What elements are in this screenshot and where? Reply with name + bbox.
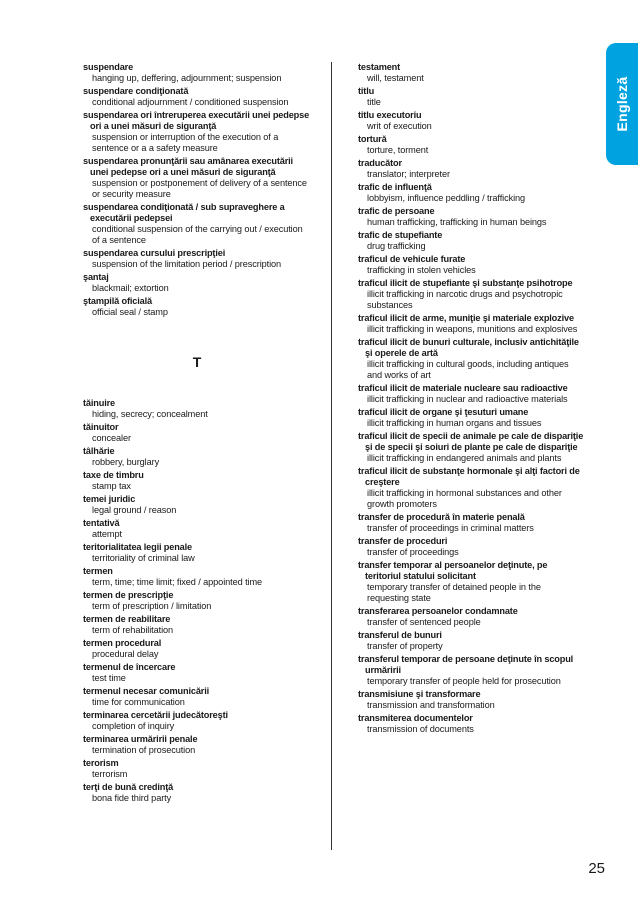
entry-term: testament <box>358 62 401 72</box>
glossary-entry <box>83 710 311 732</box>
glossary-entry <box>83 686 311 708</box>
language-tab <box>606 43 638 165</box>
entry-translation: bona fide third party <box>92 793 172 803</box>
glossary-entry <box>83 614 311 636</box>
entry-translation: drug trafficking <box>367 241 426 251</box>
entry-translation: stamp tax <box>92 481 131 491</box>
entry-term: traficul ilicit de bunuri culturale, inclusiv antichităţile şi operele de artă <box>358 337 579 358</box>
entry-translation: illicit trafficking in human organs and tissues <box>367 418 542 428</box>
glossary-entry <box>358 110 584 132</box>
entry-term: transferarea persoanelor condamnate <box>358 606 518 616</box>
language-tab-label: Engleză <box>614 76 630 132</box>
entry-term: suspendarea cursului prescripţiei <box>83 248 226 258</box>
entry-translation: transmission and transformation <box>367 700 495 710</box>
entry-term: suspendare <box>83 62 134 72</box>
right-entries <box>358 62 584 735</box>
entry-translation: test time <box>92 673 126 683</box>
glossary-entry <box>358 630 584 652</box>
glossary-entry <box>83 422 311 444</box>
glossary-entry <box>358 606 584 628</box>
glossary-right-column <box>358 62 584 737</box>
glossary-entry <box>358 254 584 276</box>
glossary-entry <box>83 470 311 492</box>
entry-term: termenul necesar comunicării <box>83 686 210 696</box>
entry-translation: torture, torment <box>367 145 429 155</box>
glossary-entry <box>83 734 311 756</box>
glossary-entry <box>358 560 584 604</box>
entry-term: transmisiune şi transformare <box>358 689 481 699</box>
entry-term: termenul de încercare <box>83 662 176 672</box>
entry-term: transfer temporar al persoanelor deţinute, pe teritoriul statului solicitant <box>358 560 548 581</box>
entry-translation: robbery, burglary <box>92 457 160 467</box>
glossary-entry <box>83 566 311 588</box>
glossary-left-column <box>83 62 311 806</box>
entry-translation: concealer <box>92 433 131 443</box>
glossary-entry <box>83 590 311 612</box>
entry-translation: transfer of sentenced people <box>367 617 481 627</box>
entry-term: titlu <box>358 86 375 96</box>
entry-translation: will, testament <box>367 73 424 83</box>
glossary-entry <box>358 134 584 156</box>
left-entries-bottom <box>83 398 311 804</box>
glossary-entry <box>83 518 311 540</box>
section-letter-heading: T <box>192 354 202 370</box>
entry-translation: writ of execution <box>367 121 432 131</box>
entry-term: termen de reabilitare <box>83 614 171 624</box>
glossary-entry <box>83 272 311 294</box>
entry-translation: title <box>367 97 381 107</box>
entry-translation: illicit trafficking in cultural goods, including antiques and works of art <box>367 359 569 380</box>
entry-term: traficul ilicit de materiale nucleare sau radioactive <box>358 383 568 393</box>
entry-term: teritorialitatea legii penale <box>83 542 193 552</box>
glossary-entry <box>83 296 311 318</box>
entry-translation: completion of inquiry <box>92 721 175 731</box>
entry-term: traficul ilicit de arme, muniţie şi materiale explozive <box>358 313 574 323</box>
entry-translation: illicit trafficking in nuclear and radioactive materials <box>367 394 568 404</box>
entry-term: terminarea urmăririi penale <box>83 734 198 744</box>
entry-term: tentativă <box>83 518 120 528</box>
entry-translation: legal ground / reason <box>92 505 177 515</box>
glossary-entry <box>358 313 584 335</box>
entry-translation: translator; interpreter <box>367 169 450 179</box>
glossary-entry <box>83 638 311 660</box>
glossary-entry <box>358 512 584 534</box>
entry-term: transmiterea documentelor <box>358 713 473 723</box>
entry-translation: blackmail; extortion <box>92 283 169 293</box>
glossary-entry <box>358 62 584 84</box>
column-divider <box>331 62 332 850</box>
entry-translation: human trafficking, trafficking in human beings <box>367 217 547 227</box>
glossary-entry <box>358 407 584 429</box>
entry-translation: conditional adjournment / conditioned suspension <box>92 97 289 107</box>
entry-term: traficul ilicit de organe şi ţesuturi umane <box>358 407 529 417</box>
entry-term: terorism <box>83 758 119 768</box>
entry-term: tâlhărie <box>83 446 115 456</box>
entry-term: termen de prescripţie <box>83 590 174 600</box>
page-number: 25 <box>588 860 605 877</box>
glossary-entry <box>358 689 584 711</box>
entry-term: suspendarea ori întreruperea executării unei pedepse ori a unei măsuri de siguranţă <box>83 110 310 131</box>
entry-term: titlu executoriu <box>358 110 422 120</box>
entry-translation: transfer of property <box>367 641 443 651</box>
glossary-entry <box>83 62 311 84</box>
entry-translation: temporary transfer of people held for prosecution <box>367 676 561 686</box>
entry-term: taxe de timbru <box>83 470 144 480</box>
entry-translation: territoriality of criminal law <box>92 553 195 563</box>
glossary-entry <box>358 383 584 405</box>
glossary-entry <box>83 662 311 684</box>
entry-translation: term of rehabilitation <box>92 625 174 635</box>
entry-term: termen procedural <box>83 638 162 648</box>
glossary-entry <box>358 206 584 228</box>
glossary-entry <box>83 110 311 154</box>
entry-term: tortură <box>358 134 387 144</box>
entry-translation: temporary transfer of detained people in the requesting state <box>367 582 541 603</box>
glossary-entry <box>83 494 311 516</box>
entry-term: şantaj <box>83 272 109 282</box>
entry-term: transfer de proceduri <box>358 536 448 546</box>
entry-translation: attempt <box>92 529 122 539</box>
left-entries-top <box>83 62 311 318</box>
glossary-entry <box>83 156 311 200</box>
entry-translation: lobbyism, influence peddling / trafficking <box>367 193 526 203</box>
glossary-entry <box>83 202 311 246</box>
entry-translation: term, time; time limit; fixed / appointed time <box>92 577 263 587</box>
entry-term: suspendare condiţionată <box>83 86 189 96</box>
entry-translation: trafficking in stolen vehicles <box>367 265 476 275</box>
glossary-entry <box>358 713 584 735</box>
entry-term: temei juridic <box>83 494 136 504</box>
entry-translation: term of prescription / limitation <box>92 601 212 611</box>
entry-term: tăinuitor <box>83 422 119 432</box>
entry-translation: transmission of documents <box>367 724 474 734</box>
entry-term: termen <box>83 566 113 576</box>
glossary-entry <box>83 542 311 564</box>
glossary-entry <box>83 86 311 108</box>
entry-term: tăinuire <box>83 398 115 408</box>
entry-translation: official seal / stamp <box>92 307 168 317</box>
glossary-entry <box>83 398 311 420</box>
glossary-entry <box>358 86 584 108</box>
glossary-entry <box>358 654 584 687</box>
entry-translation: hanging up, deffering, adjournment; suspension <box>92 73 282 83</box>
glossary-entry <box>83 248 311 270</box>
entry-translation: illicit trafficking in hormonal substances and other growth promoters <box>367 488 562 509</box>
glossary-entry <box>358 278 584 311</box>
entry-term: suspendarea condiţionată / sub supraveghere a executării pedepsei <box>83 202 285 223</box>
entry-term: trafic de stupefiante <box>358 230 443 240</box>
entry-translation: conditional suspension of the carrying out / execution of a sentence <box>92 224 303 245</box>
entry-term: traficul de vehicule furate <box>358 254 466 264</box>
entry-term: transferul de bunuri <box>358 630 442 640</box>
glossary-entry <box>83 446 311 468</box>
entry-term: transfer de procedură în materie penală <box>358 512 525 522</box>
glossary-entry <box>358 431 584 464</box>
entry-translation: transfer of proceedings in criminal matters <box>367 523 534 533</box>
entry-translation: suspension of the limitation period / prescription <box>92 259 282 269</box>
glossary-entry <box>358 158 584 180</box>
entry-term: traficul ilicit de specii de animale pe cale de dispariţie şi de specii şi soiuri de plante pe cale de dispariţie <box>358 431 584 452</box>
glossary-entry <box>358 182 584 204</box>
entry-translation: illicit trafficking in endangered animals and plants <box>367 453 562 463</box>
entry-term: ştampilă oficială <box>83 296 152 306</box>
entry-translation: termination of prosecution <box>92 745 196 755</box>
entry-term: transferul temporar de persoane deţinute în scopul urmăririi <box>358 654 574 675</box>
glossary-entry <box>83 758 311 780</box>
entry-translation: illicit trafficking in narcotic drugs and psychotropic substances <box>367 289 563 310</box>
entry-translation: transfer of proceedings <box>367 547 459 557</box>
entry-term: terţi de bună credinţă <box>83 782 174 792</box>
entry-term: terminarea cercetării judecătoreşti <box>83 710 228 720</box>
entry-term: traficul ilicit de stupefiante şi substanţe psihotrope <box>358 278 573 288</box>
entry-translation: suspension or postponement of delivery of a sentence or security measure <box>92 178 307 199</box>
entry-translation: suspension or interruption of the execution of a sentence or a a safety measure <box>92 132 279 153</box>
entry-translation: procedural delay <box>92 649 159 659</box>
entry-term: trafic de influenţă <box>358 182 432 192</box>
entry-term: traficul ilicit de substanţe hormonale şi alţi factori de creştere <box>358 466 580 487</box>
glossary-entry <box>358 536 584 558</box>
entry-term: traducător <box>358 158 402 168</box>
entry-translation: terrorism <box>92 769 128 779</box>
entry-translation: time for communication <box>92 697 185 707</box>
entry-term: suspendarea pronunţării sau amânarea executării unei pedepse ori a unei măsuri de siguranţă <box>83 156 293 177</box>
glossary-entry <box>358 230 584 252</box>
entry-term: trafic de persoane <box>358 206 435 216</box>
glossary-entry <box>83 782 311 804</box>
entry-translation: hiding, secrecy; concealment <box>92 409 208 419</box>
glossary-entry <box>358 466 584 510</box>
glossary-entry <box>358 337 584 381</box>
entry-translation: illicit trafficking in weapons, munitions and explosives <box>367 324 578 334</box>
